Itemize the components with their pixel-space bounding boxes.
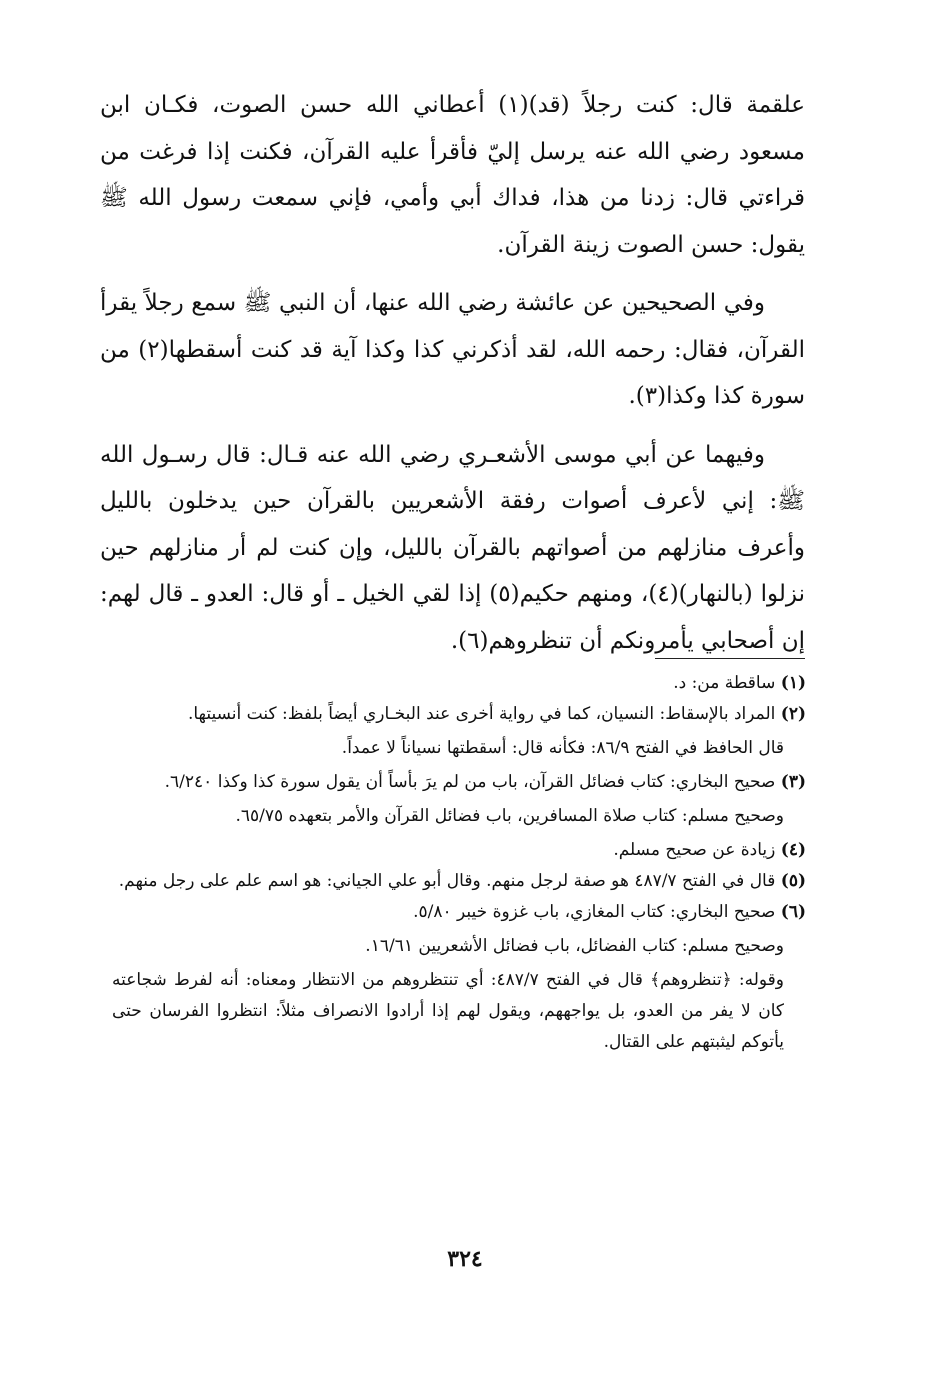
footnote-text: صحيح البخاري: كتاب فضائل القرآن، باب من لم يرَ بأساً أن يقول سورة كذا وكذا ٦/٢٤٠. [164,772,776,792]
footnote-3-continuation [112,801,806,832]
footnote-number: (٦) [780,902,806,922]
footnote-number: (٥) [780,871,806,891]
footnote-6 [112,897,806,928]
paragraph-3: وفيهما عن أبي موسى الأشعـري رضي الله عنه قـال: قال رسـول الله ﷺ: إني لأعرف أصوات رفقة الأشعريين بالقرآن حين يدخلون بالليل وأعرف منازلهم من أصواتهم بالقرآن بالليل، وإن كنت لم أر منازلهم حين نزلوا (بالنهار)(٤)، ومنهم حكيم(٥) إذا لقي الخيل ـ أو قال: العدو ـ قال لهم: إن أصحابي يأمرونكم أن تنظروهم(٦). [100,441,805,654]
footnote-3 [112,767,806,798]
footnote-text: وصحيح مسلم: كتاب الفضائل، باب فضائل الأشعريين ١٦/٦١. [365,936,784,956]
footnote-2 [112,699,806,730]
footnote-6-explanation [112,965,806,1058]
footnote-6-continuation [112,931,806,962]
footnote-4 [112,835,806,866]
footnote-number: (٣) [780,772,806,792]
footnote-text: ساقطة من: د. [673,673,776,693]
footnote-text: المراد بالإسقاط: النسيان، كما في رواية أخرى عند البخـاري أيضاً بلفظ: كنت أنسيتها. [187,704,776,724]
footnote-text: زيادة عن صحيح مسلم. [613,840,776,860]
footnote-text: قال الحافظ في الفتح ٨٦/٩: فكأنه قال: أسقطتها نسياناً لا عمداً. [341,738,784,758]
footnote-1 [112,668,806,699]
paragraph-2: وفي الصحيحين عن عائشة رضي الله عنها، أن النبي ﷺ سمع رجلاً يقرأ القرآن، فقال: رحمه الله، لقد أذكرني كذا وكذا آية قد كنت أسقطها(٢) من سورة كذا وكذا(٣). [100,290,805,409]
footnote-5 [112,866,806,897]
footnote-text: صحيح البخاري: كتاب المغازي، باب غزوة خيبر ٥/٨٠. [413,902,776,922]
footnote-text: قال في الفتح ٤٨٧/٧ هو صفة لرجل منهم. وقال أبو علي الجياني: هو اسم علم على رجل منهم. [118,871,776,891]
footnote-number: (٢) [780,704,806,724]
footnote-text: وصحيح مسلم: كتاب صلاة المسافرين، باب فضائل القرآن والأمر بتعهده ٦٥/٧٥. [235,806,784,826]
paragraph-1: علقمة قال: كنت رجلاً (قد)(١) أعطاني الله حسن الصوت، فكـان ابن مسعود رضي الله عنه يرسل إليّ فأقرأ عليه القرآن، فكنت إذا فرغت من قراءتي قال: زدنا من هذا، فداك أبي وأمي، فإني سمعت رسول الله ﷺ يقول: حسن الصوت زينة القرآن. [100,92,805,258]
footnotes [112,668,806,1061]
page-number: ٣٢٤ [447,1246,483,1272]
footnote-number: (٤) [780,840,806,860]
footnote-number: (١) [780,673,806,693]
main-text [100,82,805,676]
footnote-separator [655,658,805,659]
footnote-2-continuation [112,733,806,764]
footnote-text: وقوله: ﴿تنظروهم﴾ قال في الفتح ٤٨٧/٧: أي تنتظروهم من الانتظار ومعناه: أنه لفرط شجاعته كان لا يفر من العدو، بل يواجههم، ويقول لهم إذا أرادوا الانصراف مثلاً: انتظروا الفرسان حتى يأتوكم ليثبتهم على القتال. [112,970,784,1052]
